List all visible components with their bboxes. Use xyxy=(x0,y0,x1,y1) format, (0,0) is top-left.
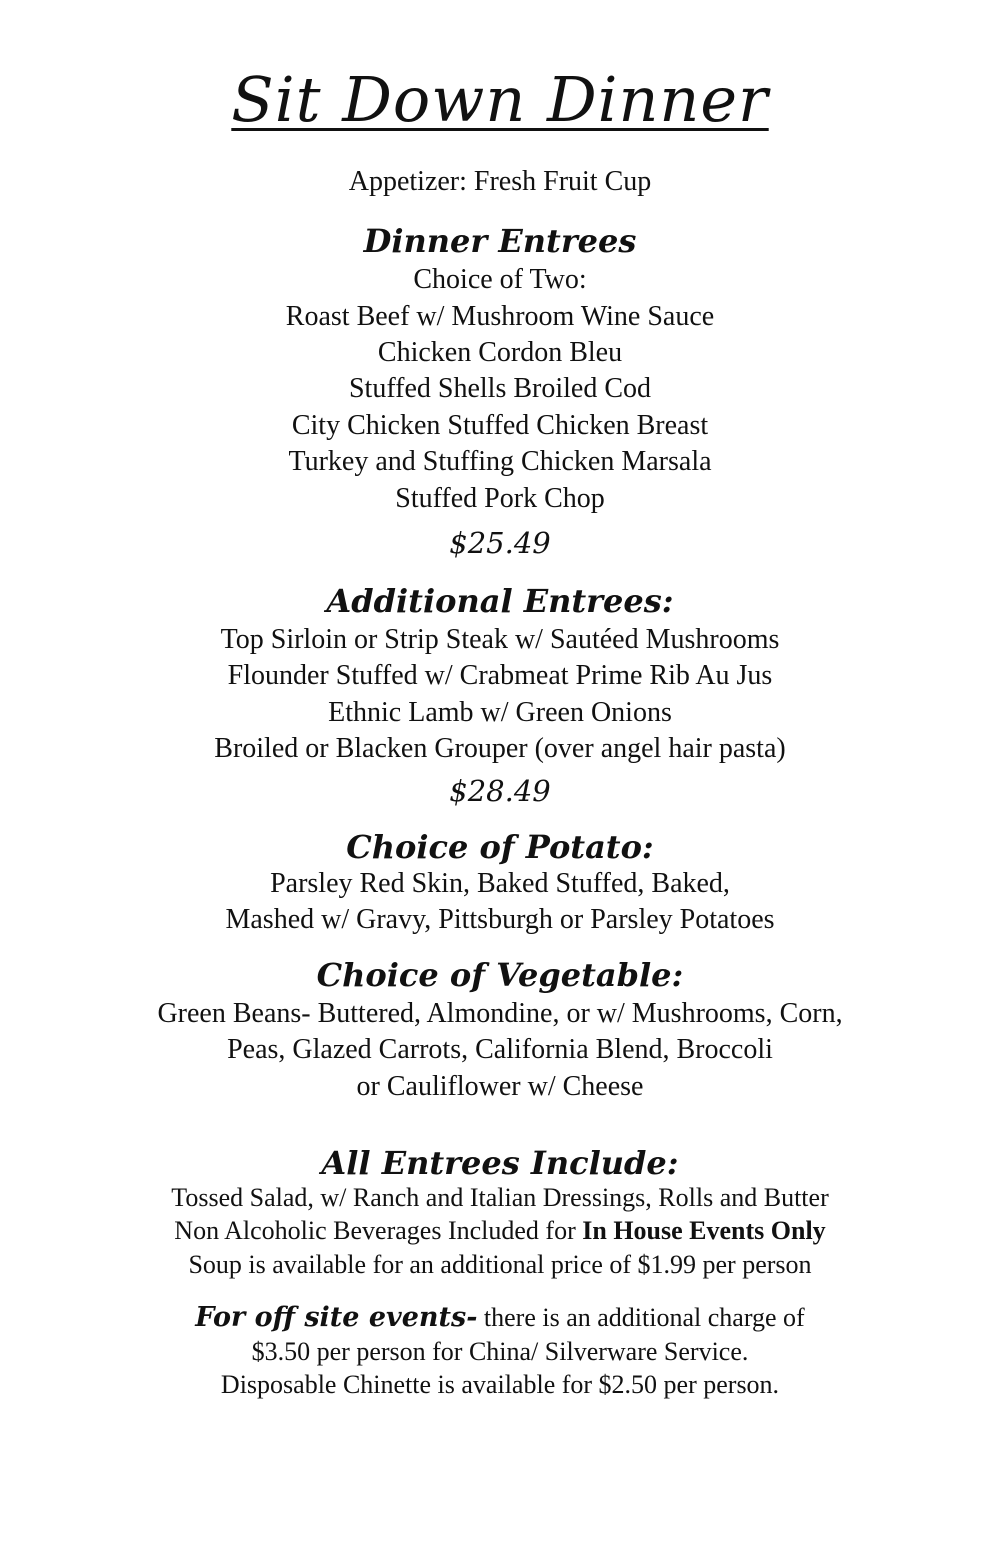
offsite-lead: For off site events- xyxy=(195,1302,478,1333)
dinner-entrees-price: $25.49 xyxy=(449,526,551,560)
appetizer-line: Appetizer: Fresh Fruit Cup xyxy=(348,166,652,197)
additional-entree-line: Top Sirloin or Strip Steak w/ Sautéed Mushrooms xyxy=(220,624,780,655)
additional-entrees-heading: Additional Entrees: xyxy=(326,582,674,620)
vegetable-line: or Cauliflower w/ Cheese xyxy=(356,1071,644,1102)
dinner-entree-line: Stuffed Shells Broiled Cod xyxy=(348,373,652,404)
page-title: Sit Down Dinner xyxy=(231,63,769,136)
dinner-entree-line: Choice of Two: xyxy=(413,264,587,295)
potato-heading: Choice of Potato: xyxy=(346,828,654,866)
in-house-events-only: In House Events Only xyxy=(582,1216,826,1245)
additional-entree-line: Flounder Stuffed w/ Crabmeat Prime Rib Au Jus xyxy=(227,660,773,691)
includes-line: Soup is available for an additional price of $1.99 per person xyxy=(188,1250,812,1279)
offsite-text: there is an additional charge of xyxy=(477,1303,805,1332)
additional-entree-line: Ethnic Lamb w/ Green Onions xyxy=(328,697,672,728)
dinner-entree-line: Chicken Cordon Bleu xyxy=(377,337,623,368)
includes-heading: All Entrees Include: xyxy=(321,1144,679,1182)
vegetable-heading: Choice of Vegetable: xyxy=(316,956,684,994)
offsite-line: $3.50 per person for China/ Silverware Service. xyxy=(251,1337,749,1366)
potato-line: Parsley Red Skin, Baked Stuffed, Baked, xyxy=(270,868,730,899)
dinner-entrees-heading: Dinner Entrees xyxy=(363,222,637,260)
dinner-entree-line: Stuffed Pork Chop xyxy=(395,483,605,514)
offsite-line xyxy=(0,1301,1000,1335)
dinner-entree-line: Roast Beef w/ Mushroom Wine Sauce xyxy=(285,301,715,332)
additional-entree-line: Broiled or Blacken Grouper (over angel hair pasta) xyxy=(214,733,786,764)
potato-line: Mashed w/ Gravy, Pittsburgh or Parsley Potatoes xyxy=(225,904,775,935)
vegetable-line: Peas, Glazed Carrots, California Blend, Broccoli xyxy=(227,1034,773,1065)
includes-line: Tossed Salad, w/ Ranch and Italian Dressings, Rolls and Butter xyxy=(171,1183,829,1212)
additional-entrees-price: $28.49 xyxy=(449,774,551,808)
includes-beverages-text: Non Alcoholic Beverages Included for xyxy=(174,1216,583,1245)
dinner-entree-line: City Chicken Stuffed Chicken Breast xyxy=(291,410,709,441)
offsite-line: Disposable Chinette is available for $2.50 per person. xyxy=(220,1370,780,1399)
includes-line-beverages xyxy=(0,1214,1000,1248)
dinner-entree-line: Turkey and Stuffing Chicken Marsala xyxy=(288,446,712,477)
vegetable-line: Green Beans- Buttered, Almondine, or w/ Mushrooms, Corn, xyxy=(157,998,843,1029)
